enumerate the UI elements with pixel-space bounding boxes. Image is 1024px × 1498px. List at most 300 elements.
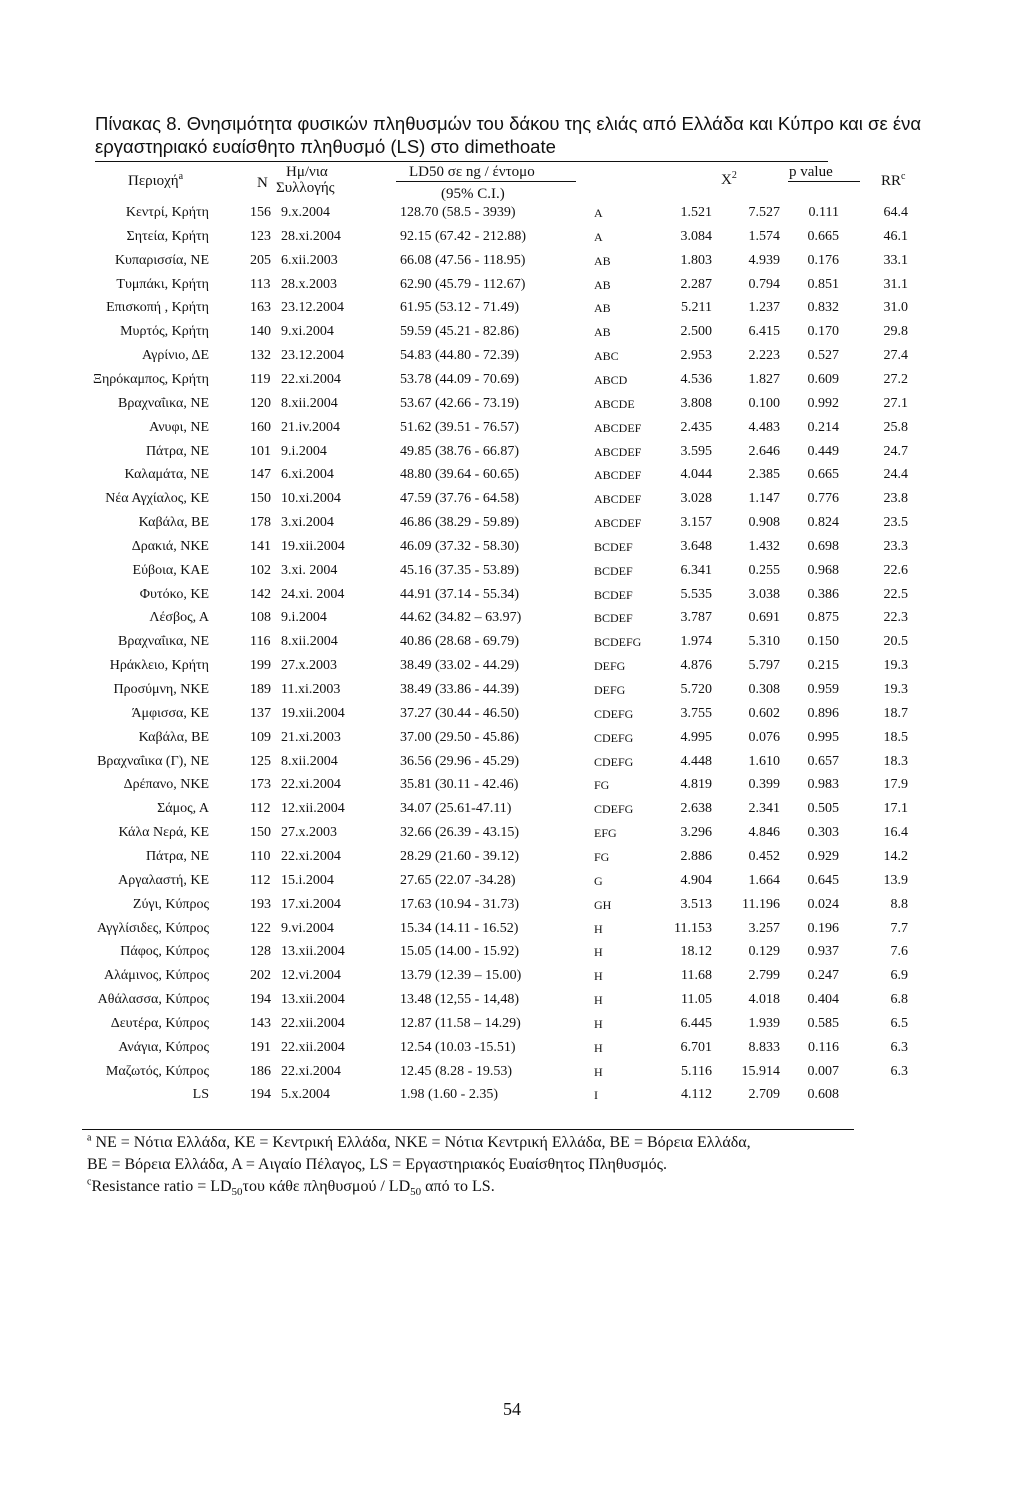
cell-ld50: 12.54 (10.03 -15.51): [400, 1039, 516, 1055]
cell-rr: 6.8: [890, 992, 908, 1008]
cell-date: 3.xi. 2004: [281, 562, 338, 578]
cell-pvalue: 0.832: [807, 300, 839, 316]
cell-n: 143: [250, 1015, 271, 1031]
cell-rr: 31.1: [883, 276, 908, 292]
cell-slope: 8.833: [748, 1039, 780, 1055]
cell-region: Ηράκλειο, Κρήτη: [109, 658, 209, 674]
cell-ld50: 46.86 (38.29 - 59.89): [400, 515, 519, 531]
table-row: [0, 202, 1024, 224]
table-row: [0, 918, 1024, 940]
table-row: [0, 1084, 1024, 1106]
cell-date: 13.xii.2004: [281, 992, 345, 1008]
table-row: [0, 488, 1024, 510]
cell-ld50: 34.07 (25.61-47.11): [400, 801, 512, 817]
table-row: [0, 369, 1024, 391]
cell-n: 108: [250, 610, 271, 626]
cell-n: 163: [250, 300, 271, 316]
cell-n: 132: [250, 348, 271, 364]
cell-date: 13.xii.2004: [281, 944, 345, 960]
cell-region: LS: [192, 1087, 209, 1103]
cell-group: ABCDEF: [594, 420, 642, 435]
cell-region: Τυμπάκι, Κρήτη: [116, 276, 209, 292]
cell-group: H: [594, 1040, 603, 1055]
cell-pvalue: 0.170: [807, 324, 839, 340]
header-pvalue: p value: [789, 164, 833, 180]
table-row: [0, 417, 1024, 439]
cell-date: 22.xii.2004: [281, 1039, 345, 1055]
cell-pvalue: 0.527: [807, 348, 839, 364]
cell-ld50: 48.80 (39.64 - 60.65): [400, 467, 519, 483]
cell-date: 22.xi.2004: [281, 848, 341, 864]
cell-chi2: 4.044: [680, 467, 712, 483]
cell-chi2: 1.974: [680, 634, 712, 650]
cell-pvalue: 0.937: [807, 944, 839, 960]
cell-rr: 8.8: [890, 896, 908, 912]
cell-region: Αθάλασσα, Κύπρος: [97, 992, 209, 1008]
cell-slope: 15.914: [741, 1063, 780, 1079]
cell-date: 9.i.2004: [281, 610, 327, 626]
cell-n: 110: [250, 848, 271, 864]
footnote-a-line2: [87, 1154, 947, 1176]
cell-chi2: 4.995: [680, 729, 712, 745]
cell-pvalue: 0.150: [807, 634, 839, 650]
cell-chi2: 3.755: [680, 705, 712, 721]
cell-group: BCDEF: [594, 587, 633, 602]
table-row: [0, 607, 1024, 629]
cell-rr: 6.3: [890, 1063, 908, 1079]
cell-date: 11.xi.2003: [281, 682, 341, 697]
cell-slope: 0.399: [748, 777, 780, 793]
cell-region: Σητεία, Κρήτη: [126, 228, 209, 244]
cell-n: 142: [250, 586, 271, 602]
table-row: [0, 822, 1024, 844]
cell-slope: 4.018: [748, 992, 780, 1008]
table-row: [0, 560, 1024, 582]
cell-date: 22.xi.2004: [281, 371, 341, 387]
cell-group: ABCDEF: [594, 492, 642, 507]
cell-group: AB: [594, 277, 611, 292]
cell-rr: 7.7: [890, 920, 908, 936]
cell-pvalue: 0.196: [807, 920, 839, 936]
cell-chi2: 1.803: [680, 252, 712, 268]
cell-n: 128: [250, 944, 271, 960]
cell-slope: 1.827: [748, 371, 780, 387]
cell-region: Επισκοπή , Κρήτη: [106, 300, 209, 316]
footnote-a-text2: ΒΕ = Βόρεια Ελλάδα, Α = Αιγαίο Πέλαγος, LS = Εργαστηριακός Ευαίσθητος Πληθυσμός.: [87, 1156, 668, 1173]
header-rr-text: RR: [881, 173, 902, 189]
cell-slope: 0.308: [748, 682, 780, 697]
footnote-a-text1: ΝΕ = Νότια Ελλάδα, ΚΕ = Κεντρική Ελλάδα, ΝΚΕ = Νότια Κεντρική Ελλάδα, ΒΕ = Βόρεια Ελλάδα,: [95, 1134, 751, 1151]
cell-ld50: 59.59 (45.21 - 82.86): [400, 324, 519, 340]
cell-chi2: 3.595: [680, 443, 712, 459]
cell-date: 23.12.2004: [281, 348, 344, 364]
cell-n: 119: [250, 371, 271, 387]
cell-slope: 0.452: [748, 848, 780, 864]
cell-ld50: 54.83 (44.80 - 72.39): [400, 348, 519, 364]
cell-group: CDEFG: [594, 754, 634, 769]
table-row: [0, 1061, 1024, 1083]
cell-date: 9.xi.2004: [281, 324, 334, 340]
cell-pvalue: 0.247: [807, 968, 839, 984]
cell-pvalue: 0.992: [807, 395, 839, 411]
cell-rr: 18.5: [883, 729, 908, 745]
cell-pvalue: 0.007: [807, 1063, 839, 1079]
cell-ld50: 12.87 (11.58 – 14.29): [400, 1015, 521, 1031]
cell-rr: 17.1: [883, 801, 908, 817]
caption-rule: [95, 161, 828, 162]
cell-region: Βραχναΐικα, ΝΕ: [118, 395, 209, 411]
cell-region: Άμφισσα, ΚΕ: [131, 705, 209, 721]
cell-n: 101: [250, 443, 271, 459]
cell-group: ABCDEF: [594, 468, 642, 483]
cell-group: H: [594, 1016, 603, 1031]
cell-n: 193: [250, 896, 271, 912]
cell-chi2: 3.808: [680, 395, 712, 411]
cell-pvalue: 0.386: [807, 586, 839, 602]
cell-group: ABCDEF: [594, 516, 642, 531]
cell-ld50: 49.85 (38.76 - 66.87): [400, 443, 519, 459]
cell-chi2: 3.648: [680, 538, 712, 554]
cell-chi2: 5.116: [681, 1063, 712, 1079]
header-pvalue-rule: [788, 181, 860, 182]
table-row: [0, 965, 1024, 987]
footnote-c-post: από το LS.: [421, 1178, 495, 1195]
cell-date: 6.xi.2004: [281, 467, 334, 483]
header-ld50-line2: (95% C.I.): [441, 186, 505, 202]
cell-n: 186: [250, 1063, 271, 1079]
table-row: [0, 894, 1024, 916]
cell-region: Δρέπανο, ΝΚΕ: [123, 777, 209, 793]
cell-ld50: 37.27 (30.44 - 46.50): [400, 705, 519, 721]
cell-rr: 19.3: [883, 658, 908, 674]
cell-region: Αργαλαστή, ΚΕ: [118, 872, 209, 888]
cell-date: 24.xi. 2004: [281, 586, 345, 602]
cell-pvalue: 0.665: [807, 228, 839, 244]
cell-slope: 0.794: [748, 276, 780, 292]
cell-ld50: 66.08 (47.56 - 118.95): [400, 252, 526, 268]
cell-group: BCDEF: [594, 539, 633, 554]
cell-rr: 7.6: [890, 944, 908, 960]
cell-rr: 64.4: [883, 205, 908, 220]
cell-slope: 1.147: [748, 491, 780, 507]
cell-date: 28.x.2003: [281, 276, 337, 292]
cell-group: I: [594, 1088, 598, 1103]
header-chi2: [721, 172, 737, 189]
table-bottom-rule: [82, 1129, 854, 1130]
cell-pvalue: 0.111: [808, 205, 839, 220]
cell-rr: 16.4: [883, 825, 908, 841]
cell-rr: 25.8: [883, 419, 908, 435]
cell-region: Κυπαρισσία, ΝΕ: [114, 252, 209, 268]
cell-ld50: 28.29 (21.60 - 39.12): [400, 848, 519, 864]
cell-n: 147: [250, 467, 271, 483]
cell-slope: 5.797: [748, 658, 780, 674]
cell-slope: 3.257: [748, 920, 780, 936]
table-row: [0, 727, 1024, 749]
cell-n: 199: [250, 658, 271, 674]
cell-slope: 0.691: [748, 610, 780, 626]
cell-group: A: [594, 206, 603, 220]
header-region-text: Περιοχή: [128, 173, 179, 189]
cell-date: 12.vi.2004: [281, 968, 341, 984]
cell-rr: 18.7: [883, 705, 908, 721]
cell-rr: 23.3: [883, 538, 908, 554]
cell-pvalue: 0.449: [807, 443, 839, 459]
cell-group: FG: [594, 778, 610, 793]
cell-pvalue: 0.645: [807, 872, 839, 888]
cell-rr: 27.4: [883, 348, 908, 364]
cell-region: Καβάλα, ΒΕ: [138, 729, 209, 745]
cell-date: 8.xii.2004: [281, 753, 338, 769]
table-caption: [95, 112, 935, 158]
cell-chi2: 4.876: [680, 658, 712, 674]
cell-ld50: 1.98 (1.60 - 2.35): [400, 1087, 498, 1103]
cell-ld50: 12.45 (8.28 - 19.53): [400, 1063, 512, 1079]
cell-date: 22.xi.2004: [281, 1063, 341, 1079]
cell-slope: 3.038: [748, 586, 780, 602]
cell-slope: 0.908: [748, 515, 780, 531]
cell-chi2: 11.05: [681, 992, 712, 1008]
cell-pvalue: 0.116: [808, 1039, 839, 1055]
cell-n: 112: [250, 801, 271, 817]
cell-chi2: 6.445: [680, 1015, 712, 1031]
cell-n: 194: [250, 1087, 271, 1103]
cell-pvalue: 0.404: [807, 992, 839, 1008]
cell-date: 9.vi.2004: [281, 920, 334, 936]
cell-rr: 24.7: [883, 443, 908, 459]
cell-slope: 11.196: [742, 896, 780, 912]
cell-ld50: 32.66 (26.39 - 43.15): [400, 825, 519, 841]
cell-region: Κάλα Νερά, ΚΕ: [118, 825, 209, 841]
cell-n: 194: [250, 992, 271, 1008]
cell-n: 102: [250, 562, 271, 578]
cell-ld50: 37.00 (29.50 - 45.86): [400, 729, 519, 745]
header-date-line2: Συλλογής: [276, 180, 335, 196]
header-region: [128, 173, 183, 190]
footnote-c: [87, 1176, 947, 1198]
table-row: [0, 1013, 1024, 1035]
cell-pvalue: 0.875: [807, 610, 839, 626]
cell-pvalue: 0.176: [807, 252, 839, 268]
cell-slope: 4.939: [748, 252, 780, 268]
table-row: [0, 774, 1024, 796]
cell-rr: 27.2: [883, 371, 908, 387]
cell-chi2: 3.157: [680, 515, 712, 531]
cell-group: H: [594, 945, 603, 960]
table-row: [0, 274, 1024, 296]
cell-slope: 2.646: [748, 443, 780, 459]
cell-ld50: 51.62 (39.51 - 76.57): [400, 419, 519, 435]
cell-date: 8.xii.2004: [281, 634, 338, 650]
cell-pvalue: 0.776: [807, 491, 839, 507]
cell-n: 113: [250, 276, 271, 292]
cell-region: Μαζωτός, Κύπρος: [105, 1063, 209, 1079]
cell-rr: 6.3: [890, 1039, 908, 1055]
cell-n: 191: [250, 1039, 271, 1055]
table-row: [0, 441, 1024, 463]
table-row: [0, 512, 1024, 534]
page-number: 54: [503, 1399, 521, 1419]
cell-ld50: 62.90 (45.79 - 112.67): [400, 276, 526, 292]
cell-n: 189: [250, 682, 271, 697]
header-rr-sup: c: [901, 171, 906, 182]
cell-rr: 23.5: [883, 515, 908, 531]
cell-slope: 4.483: [748, 419, 780, 435]
cell-chi2: 5.535: [680, 586, 712, 602]
cell-chi2: 4.112: [681, 1087, 712, 1103]
cell-rr: 17.9: [883, 777, 908, 793]
cell-chi2: 11.153: [674, 920, 712, 936]
cell-ld50: 17.63 (10.94 - 31.73): [400, 896, 519, 912]
cell-ld50: 53.78 (44.09 - 70.69): [400, 371, 519, 387]
cell-slope: 5.310: [748, 634, 780, 650]
cell-group: CDEFG: [594, 802, 634, 817]
header-ld50-line1: LD50 σε ng / έντομο: [409, 164, 535, 180]
cell-group: AB: [594, 253, 611, 268]
cell-region: Μυρτός, Κρήτη: [120, 324, 209, 340]
cell-pvalue: 0.698: [807, 538, 839, 554]
header-date-line1: Ημ/νια: [286, 164, 328, 180]
cell-rr: 14.2: [883, 848, 908, 864]
cell-n: 205: [250, 252, 271, 268]
cell-region: Φυτόκο, ΚΕ: [139, 586, 209, 602]
cell-slope: 0.100: [748, 395, 780, 411]
header-region-sup: a: [178, 171, 184, 182]
cell-chi2: 4.536: [680, 371, 712, 387]
cell-chi2: 1.521: [680, 205, 712, 220]
cell-chi2: 2.638: [680, 801, 712, 817]
cell-chi2: 4.448: [680, 753, 712, 769]
cell-ld50: 53.67 (42.66 - 73.19): [400, 395, 519, 411]
cell-ld50: 47.59 (37.76 - 64.58): [400, 491, 519, 507]
cell-group: DEFG: [594, 659, 626, 674]
cell-group: A: [594, 229, 603, 244]
cell-rr: 19.3: [883, 682, 908, 697]
cell-date: 21.xi.2003: [281, 729, 341, 745]
cell-region: Ανυφι, ΝΕ: [149, 419, 209, 435]
table-row: [0, 584, 1024, 606]
cell-group: ABCDE: [594, 396, 635, 411]
cell-n: 178: [250, 515, 271, 531]
cell-chi2: 18.12: [680, 944, 712, 960]
cell-ld50: 46.09 (37.32 - 58.30): [400, 538, 519, 554]
cell-pvalue: 0.983: [807, 777, 839, 793]
cell-region: Λέσβος, Α: [149, 610, 209, 626]
cell-n: 112: [250, 872, 271, 888]
cell-ld50: 35.81 (30.11 - 42.46): [400, 777, 519, 793]
cell-region: Πάτρα, ΝΕ: [145, 443, 209, 459]
cell-date: 22.xi.2004: [281, 777, 341, 793]
cell-slope: 0.602: [748, 705, 780, 721]
table-row: [0, 1037, 1024, 1059]
cell-date: 9.x.2004: [281, 205, 330, 220]
cell-group: BCDEF: [594, 563, 633, 578]
cell-ld50: 15.05 (14.00 - 15.92): [400, 944, 519, 960]
cell-group: CDEFG: [594, 730, 634, 745]
table-row: [0, 536, 1024, 558]
cell-pvalue: 0.608: [807, 1087, 839, 1103]
cell-group: BCDEFG: [594, 635, 642, 650]
cell-pvalue: 0.505: [807, 801, 839, 817]
cell-ld50: 44.62 (34.82 – 63.97): [400, 610, 522, 626]
cell-n: 156: [250, 205, 271, 220]
cell-pvalue: 0.851: [807, 276, 839, 292]
cell-ld50: 38.49 (33.02 - 44.29): [400, 658, 519, 674]
cell-rr: 13.9: [883, 872, 908, 888]
cell-n: 150: [250, 491, 271, 507]
header-chi2-text: X: [721, 172, 732, 188]
cell-date: 27.x.2003: [281, 825, 337, 841]
cell-ld50: 15.34 (14.11 - 16.52): [400, 920, 519, 936]
cell-slope: 1.664: [748, 872, 780, 888]
cell-group: H: [594, 1064, 603, 1079]
cell-rr: 22.6: [883, 562, 908, 578]
cell-slope: 2.341: [748, 801, 780, 817]
cell-n: 123: [250, 228, 271, 244]
cell-region: Νέα Αγχίαλος, ΚΕ: [105, 491, 209, 507]
footnote-c-pre: Resistance ratio = LD: [91, 1178, 232, 1195]
table-row: [0, 989, 1024, 1011]
cell-group: ABCDEF: [594, 444, 642, 459]
cell-region: Αλάμινος, Κύπρος: [103, 968, 209, 984]
cell-slope: 6.415: [748, 324, 780, 340]
cell-n: 140: [250, 324, 271, 340]
cell-group: ABCD: [594, 372, 628, 387]
cell-slope: 1.574: [748, 228, 780, 244]
header-chi2-sup: 2: [731, 170, 737, 181]
footnote-a-mark: a: [87, 1132, 92, 1144]
cell-ld50: 38.49 (33.86 - 44.39): [400, 682, 519, 697]
cell-n: 122: [250, 920, 271, 936]
cell-pvalue: 0.824: [807, 515, 839, 531]
cell-pvalue: 0.995: [807, 729, 839, 745]
cell-slope: 2.385: [748, 467, 780, 483]
cell-chi2: 6.341: [680, 562, 712, 578]
header-ld50-rule: [396, 181, 576, 182]
cell-date: 23.12.2004: [281, 300, 344, 316]
cell-n: 202: [250, 968, 271, 984]
cell-group: AB: [594, 301, 611, 316]
footnote-c-sub2: 50: [410, 1186, 422, 1199]
header-rr: [881, 173, 905, 190]
table-row: [0, 941, 1024, 963]
cell-rr: 29.8: [883, 324, 908, 340]
cell-group: FG: [594, 849, 610, 864]
cell-region: Προσύμνη, ΝΚΕ: [113, 682, 209, 697]
cell-rr: 22.3: [883, 610, 908, 626]
cell-region: Βραχναΐικα, ΝΕ: [118, 634, 209, 650]
cell-pvalue: 0.303: [807, 825, 839, 841]
cell-rr: 31.0: [883, 300, 908, 316]
cell-group: G: [594, 873, 603, 888]
table-row: [0, 846, 1024, 868]
cell-ld50: 92.15 (67.42 - 212.88): [400, 228, 526, 244]
cell-ld50: 13.79 (12.39 – 15.00): [400, 968, 522, 984]
cell-date: 28.xi.2004: [281, 228, 341, 244]
table-row: [0, 250, 1024, 272]
cell-slope: 2.799: [748, 968, 780, 984]
table-row: [0, 870, 1024, 892]
cell-chi2: 3.084: [680, 228, 712, 244]
cell-date: 21.iv.2004: [281, 419, 340, 435]
cell-chi2: 3.513: [680, 896, 712, 912]
cell-date: 8.xii.2004: [281, 395, 338, 411]
cell-rr: 6.5: [890, 1015, 908, 1031]
cell-region: Σάμος, Α: [157, 801, 209, 817]
cell-group: AB: [594, 325, 611, 340]
cell-chi2: 6.701: [680, 1039, 712, 1055]
table-row: [0, 464, 1024, 486]
